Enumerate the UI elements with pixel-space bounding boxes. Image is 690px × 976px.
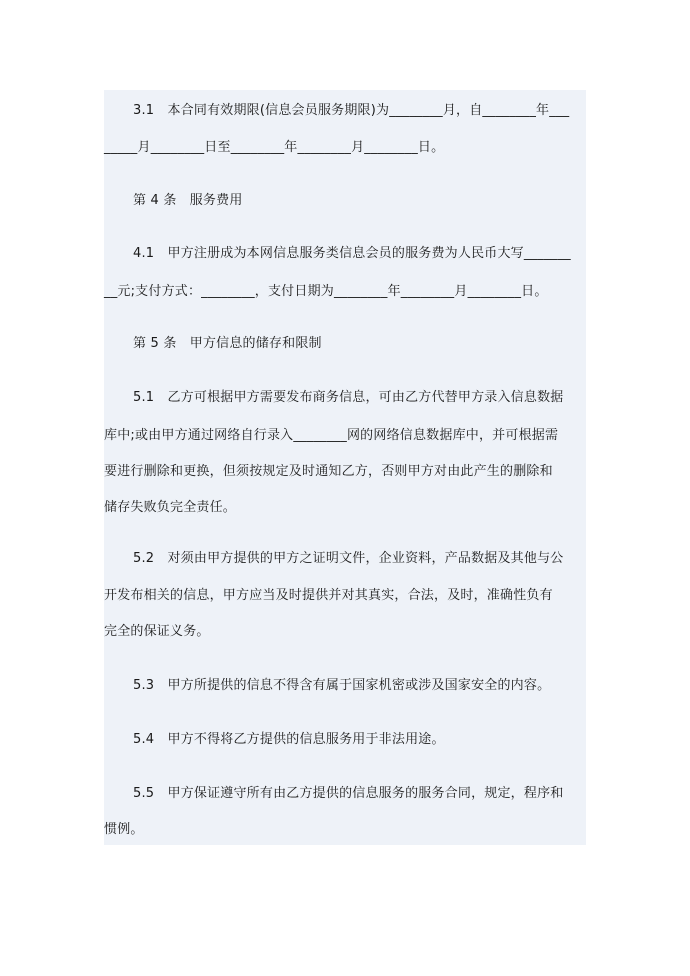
clause-4-1-line-1: 4.1 甲方注册成为本网信息服务类信息会员的服务费为人民币大写_______ (133, 246, 571, 261)
clause-4-1-line-2: __元;支付方式：________，支付日期为________年________月________日。 (104, 284, 548, 299)
article-5-heading: 第 5 条 甲方信息的储存和限制 (133, 336, 322, 351)
clause-3-1-line-2: _____月________日至________年________月________日。 (104, 140, 445, 155)
clause-5-1-line-3: 要进行删除和更换，但须按规定及时通知乙方，否则甲方对由此产生的删除和 (104, 464, 553, 479)
clause-5-3: 5.3 甲方所提供的信息不得含有属于国家机密或涉及国家安全的内容。 (133, 678, 551, 693)
article-4-heading: 第 4 条 服务费用 (133, 193, 243, 208)
clause-5-5-line-1: 5.5 甲方保证遵守所有由乙方提供的信息服务的服务合同，规定，程序和 (133, 786, 564, 801)
clause-5-2-line-3: 完全的保证义务。 (104, 624, 210, 639)
clause-5-1-line-1: 5.1 乙方可根据甲方需要发布商务信息，可由乙方代替甲方录入信息数据 (133, 390, 564, 405)
clause-5-2-line-2: 开发布相关的信息，甲方应当及时提供并对其真实，合法，及时，准确性负有 (104, 588, 553, 603)
clause-3-1-line-1: 3.1 本合同有效期限(信息会员服务期限)为________月，自________年___ (133, 103, 570, 118)
clause-5-1-line-4: 储存失败负完全责任。 (104, 500, 237, 515)
clause-5-1-line-2: 库中;或由甲方通过网络自行录入________网的网络信息数据库中，并可根据需 (104, 428, 559, 443)
clause-5-5-line-2: 惯例。 (104, 822, 144, 837)
clause-5-2-line-1: 5.2 对须由甲方提供的甲方之证明文件，企业资料，产品数据及其他与公 (133, 551, 564, 566)
clause-5-4: 5.4 甲方不得将乙方提供的信息服务用于非法用途。 (133, 732, 445, 747)
